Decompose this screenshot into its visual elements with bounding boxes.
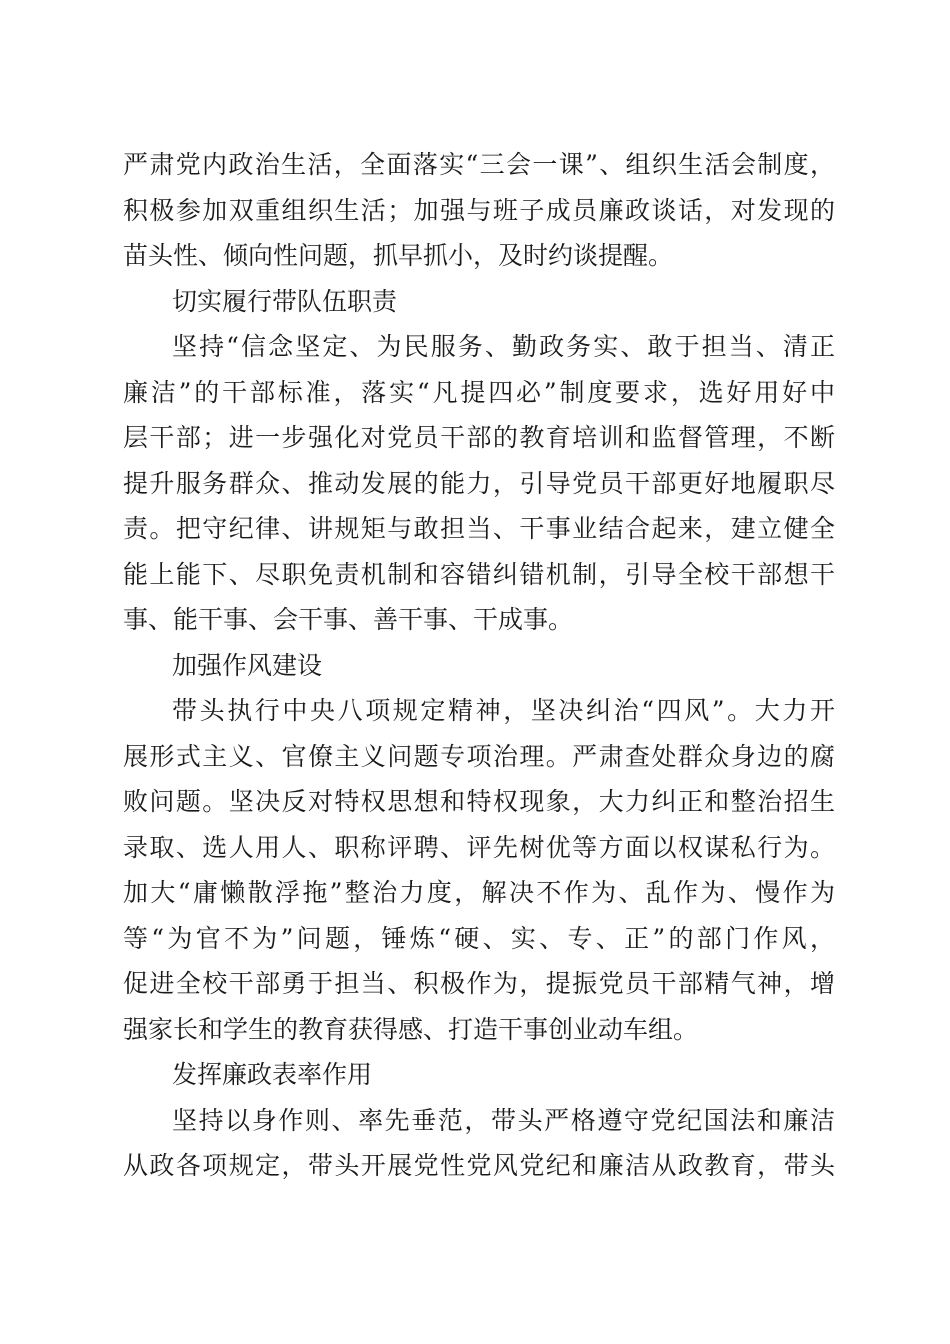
paragraph-2-line: 廉洁”的干部标准，落实“凡提四必”制度要求，选好用好中 bbox=[123, 378, 835, 407]
paragraph-3-line: 带头执行中央八项规定精神，坚决纠治“四风”。大力开 bbox=[172, 696, 835, 725]
paragraph-1-line: 严肃党内政治生活，全面落实“三会一课”、组织生活会制度， bbox=[123, 150, 835, 179]
section-heading-team-duty: 切实履行带队伍职责 bbox=[172, 287, 398, 316]
paragraph-3-line: 加大“庸懒散浮拖”整治力度，解决不作为、乱作为、慢作为 bbox=[123, 878, 835, 907]
paragraph-3-line: 强家长和学生的教育获得感、打造干事创业动车组。 bbox=[123, 1015, 699, 1044]
paragraph-3-line: 等“为官不为”问题，锤炼“硬、实、专、正”的部门作风， bbox=[123, 924, 835, 953]
paragraph-2-line: 提升服务群众、推动发展的能力，引导党员干部更好地履职尽 bbox=[123, 469, 835, 498]
paragraph-2-line: 坚持“信念坚定、为民服务、勤政务实、敢于担当、清正 bbox=[172, 332, 835, 361]
section-heading-integrity-example: 发挥廉政表率作用 bbox=[172, 1060, 373, 1089]
paragraph-1-line: 积极参加双重组织生活；加强与班子成员廉政谈话，对发现的 bbox=[123, 196, 835, 225]
paragraph-3-line: 败问题。坚决反对特权思想和特权现象，大力纠正和整治招生 bbox=[123, 787, 835, 816]
paragraph-3-line: 录取、选人用人、职称评聘、评先树优等方面以权谋私行为。 bbox=[123, 833, 835, 862]
section-heading-work-style: 加强作风建设 bbox=[172, 651, 323, 680]
paragraph-2-line: 事、能干事、会干事、善干事、干成事。 bbox=[123, 605, 574, 634]
paragraph-3-line: 展形式主义、官僚主义问题专项治理。严肃查处群众身边的腐 bbox=[123, 742, 835, 771]
paragraph-1-line: 苗头性、倾向性问题，抓早抓小，及时约谈提醒。 bbox=[123, 241, 674, 270]
paragraph-4-line: 从政各项规定，带头开展党性党风党纪和廉洁从政教育，带头 bbox=[123, 1151, 835, 1180]
paragraph-2-line: 责。把守纪律、讲规矩与敢担当、干事业结合起来，建立健全 bbox=[123, 514, 835, 543]
paragraph-2-line: 层干部；进一步强化对党员干部的教育培训和监督管理，不断 bbox=[123, 423, 835, 452]
paragraph-4-line: 坚持以身作则、率先垂范，带头严格遵守党纪国法和廉洁 bbox=[172, 1106, 835, 1135]
paragraph-2-line: 能上能下、尽职免责机制和容错纠错机制，引导全校干部想干 bbox=[123, 560, 835, 589]
paragraph-3-line: 促进全校干部勇于担当、积极作为，提振党员干部精气神，增 bbox=[123, 969, 835, 998]
